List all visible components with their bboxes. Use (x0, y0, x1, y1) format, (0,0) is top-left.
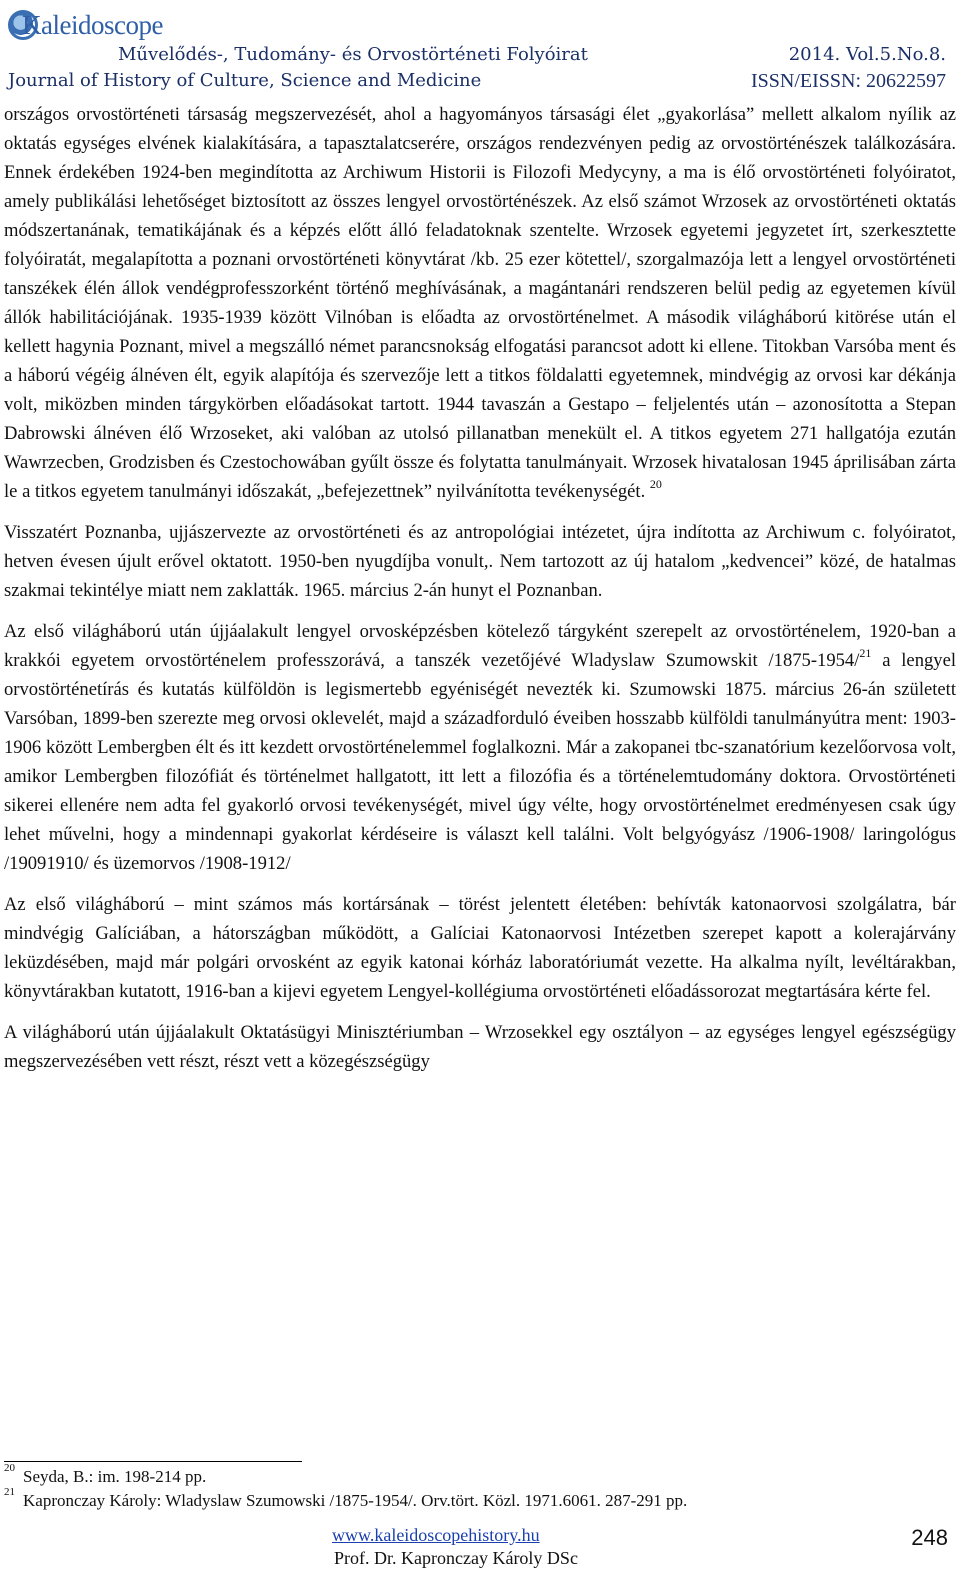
paragraph (4, 1018, 956, 1076)
paragraph-text: a lengyel orvostörténetírás és kutatás külföldön is legismertebb egyéniségét nevezték ki. Szumowski 1875. március 26-án született Varsóban, 1899-ben szerezte meg orvosi oklevelét, majd a századforduló éveiben hosszabb külföldi tanulmányútra ment: 1903-1906 között Lembergben élt és itt kezdett orvostörténelemmel foglalkozni. Már a zakopanei tbc-szanatórium kezelőorvosa volt, amikor Lembergben filozófiát és történelmet hallgatott, itt lett a filozófia és a történelemtudomány doktora. Orvostörténeti sikerei ellenére nem adta fel gyakorló orvosi tevékenységét, mivel úgy vélte, hogy orvostörténelmet eredményesen csak úgy lehet művelni, hogy a mindennapi gyakorlat kérdéseire is választ kell találni. Volt belgyógyász /1906-1908/ laringológus /19091910/ és üzemorvos /1908-1912/ (4, 650, 956, 874)
footnote-ref[interactable]: 21 (859, 645, 872, 660)
page-number: 248 (911, 1525, 948, 1550)
paragraph (4, 518, 956, 605)
kaleidoscope-logo (8, 8, 188, 48)
paragraph-text: A világháború után újjáalakult Oktatásügyi Minisztériumban – Wrzosekkel egy osztályon – az egységes lengyel egészségügy megszervezésében vett részt, részt vett a közegészségügy (4, 1022, 956, 1072)
paragraph-text: országos orvostörténeti társaság megszervezését, ahol a hagyományos társasági élet „gyakorlása” mellett alkalom nyílik az oktatás egységes elvének kialakítására, a tapasztalatcserére, országos rendezvényen pedig az orvostörténészek találkozására. Ennek érdekében 1924-ben megindította az Archiwum Historii is Filozofi Medycyny, a ma is élő orvostörténeti folyóiratot, amely publikálási lehetőséget biztosított az összes lengyel orvostörténészek. Az első számot Wrzosek az orvostörténeti oktatás módszertanának, tematikájának és a képzés előtt álló feladatoknak szentelte. Wrzosek egyetemi jegyzetet írt, szerkesztette folyóiratát, megalapította a poznani orvostörténeti könyvtárat /kb. 25 ezer kötettel/, szorgalmazója lett a lengyel orvostörténeti tanszékek élén állok vendégprofesszorként történő meghívásának, a magántanári rendszeren belül pedig az egyetemen kívül állók habilitációjának. 1935-1939 között Vilnóban is előadta az orvostörténelmet. A második világháború kitörése után el kellett hagynia Poznant, mivel a megszálló német parancsnokság elfogatási parancsot adott ki ellene. Titokban Varsóba ment és a háború végéig álnéven élt, egyik alapítója és szervezője lett a titkos földalatti egyetemnek, mindvégig az orvosi kar dékánja volt, miközben minden tárgykörben előadásokat tartott. 1944 tavaszán a Gestapo – feljelentés után – azonosította a Stepan Dabrowski álnéven élő Wrzoseket, aki valóban az utolsó pillanatban menekült el. A titkos egyetem 271 hallgatója ezután Wawrzecben, Grodzisben és Czestochowában gyűlt össze és folytatta tanulmányait. Wrzosek hivatalosan 1945 áprilisában zárta le a titkos egyetem tanulmányi időszakát, „befejezettnek” nyilvánította tevékenységét. (4, 104, 956, 502)
footnotes (4, 1462, 956, 1513)
paragraph-text: Visszatért Poznanba, ujjászervezte az orvostörténeti és az antropológiai intézetet, újra indította az Archiwum c. folyóiratot, hetven évesen újult erővel oktatott. 1950-ben nyugdíjba vonult,. Nem tartozott az új hatalom „kedvencei” közé, de hatalmas szakmai tekintélye miatt nem zaklatták. 1965. március 2-án hunyt el Poznanban. (4, 522, 956, 601)
footer-author: Prof. Dr. Kapronczay Károly DSc (334, 1548, 578, 1568)
article-body (4, 100, 956, 1076)
journal-title-en: Journal of History of Culture, Science and Medicine (8, 70, 482, 91)
page-header (0, 0, 960, 96)
logo-text: Kaleidoscope (22, 10, 163, 40)
footnote-number: 20 (4, 1462, 15, 1475)
paragraph-text: Az első világháború után újjáalakult lengyel orvosképzésben kötelező tárgyként szerepelt az orvostörténelem, 1920-ban a krakkói egyetem orvostörténelem professzorává, a tanszék vezetőjévé Wladyslaw Szumowskit /1875-1954/ (4, 621, 956, 671)
paragraph-text: Az első világháború – mint számos más kortársának – törést jelentett életében: behívták katonaorvosi szolgálatra, bár mindvégig Galíciában, a hátországban működött, a Galíciai Katonaorvosi Intézetben szerepet kapott a kolerajárvány leküzdésében, majd már polgári orvosként az egyik katonai kórház laboratóriumát vezette. Ha alkalma nyílt, levéltárakban, könyvtárakban kutatott, 1916-ban a kijevi egyetem Lengyel-kollégiuma orvostörténeti előadássorozat megtartására kérte fel. (4, 894, 956, 1002)
footnote-number: 21 (4, 1486, 15, 1499)
footnote-text: Seyda, B.: im. 198-214 pp. (23, 1467, 207, 1486)
footnote-ref[interactable]: 20 (649, 476, 662, 491)
journal-title-hu: Művelődés-, Tudomány- és Orvostörténeti Folyóirat (118, 44, 588, 65)
paragraph (4, 100, 956, 506)
issn: ISSN/EISSN: 20622597 (750, 70, 946, 92)
website-link[interactable]: www.kaleidoscopehistory.hu (332, 1525, 540, 1545)
issue-info: 2014. Vol.5.No.8. (788, 44, 946, 65)
footnote (4, 1462, 956, 1489)
footnote (4, 1486, 956, 1513)
paragraph (4, 617, 956, 878)
footnote-text: Kapronczay Károly: Wladyslaw Szumowski /1875-1954/. Orv.tört. Közl. 1971.6061. 287-291 pp. (23, 1491, 688, 1510)
footnote-divider (4, 1461, 302, 1462)
paragraph (4, 890, 956, 1006)
